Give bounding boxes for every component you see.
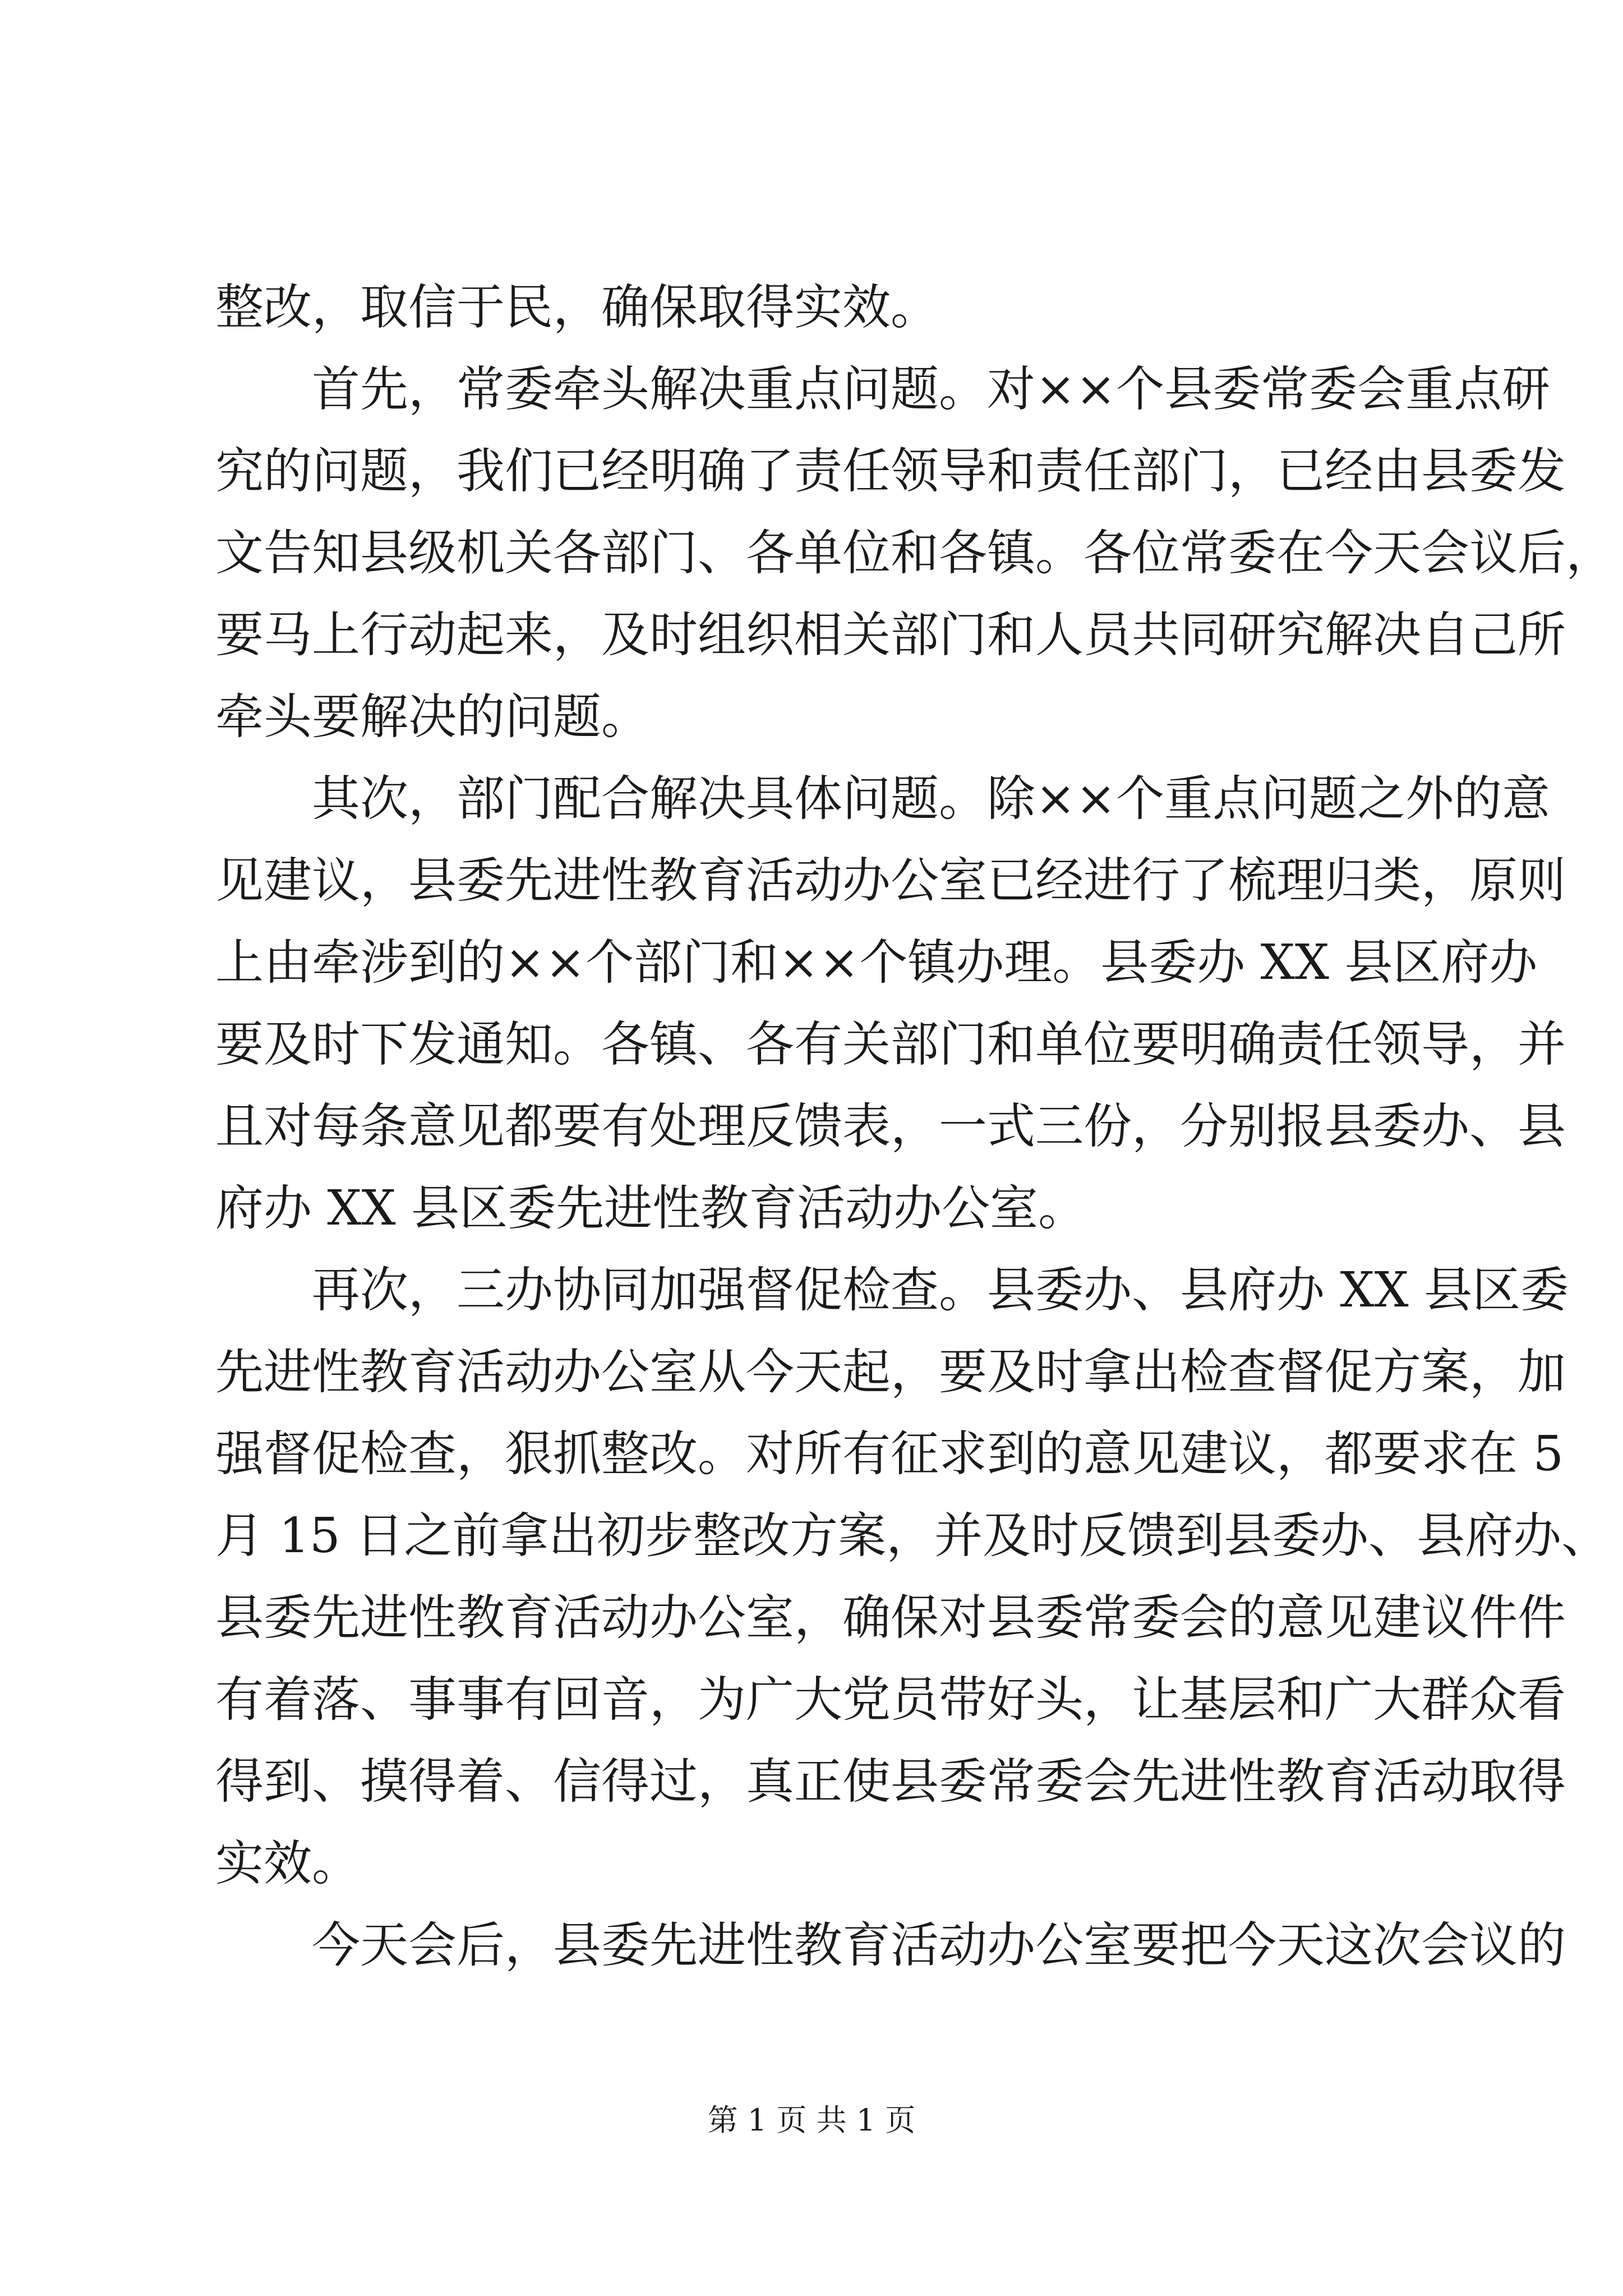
text-line: 强督促检查，狠抓整改。对所有征求到的意见建议，都要求在 5 (215, 1426, 1564, 1482)
text-line: 要及时下发通知。各镇、各有关部门和单位要明确责任领导，并 (215, 1016, 1566, 1073)
text-line: 究的问题，我们已经明确了责任领导和责任部门，已经由县委发 (215, 443, 1566, 499)
text-line: 见建议，县委先进性教育活动办公室已经进行了梳理归类，原则 (215, 853, 1566, 909)
page-footer (0, 2098, 1623, 2143)
body-text (215, 266, 1614, 1986)
text-line: 文告知县级机关各部门、各单位和各镇。各位常委在今天会议后， (215, 525, 1614, 581)
text-line: 且对每条意见都要有处理反馈表，一式三份，分别报县委办、县 (215, 1098, 1566, 1154)
text-line: 牵头要解决的问题。 (215, 689, 649, 745)
page-number-label: 第 1 页 共 1 页 (707, 2102, 916, 2138)
text-line: 府办 XX 县区委先进性教育活动办公室。 (215, 1180, 1087, 1236)
text-line: 有着落、事事有回音，为广大党员带好头，让基层和广大群众看 (215, 1672, 1566, 1728)
paragraph-first-line: 首先，常委牵头解决重点问题。对××个县委常委会重点研 (312, 361, 1551, 417)
text-line: 整改，取信于民，确保取得实效。 (215, 279, 939, 335)
text-line: 先进性教育活动办公室从今天起，要及时拿出检查督促方案，加 (215, 1344, 1566, 1400)
text-line: 月 15 日之前拿出初步整改方案，并及时反馈到县委办、县府办、 (215, 1508, 1610, 1564)
text-line: 县委先进性教育活动办公室，确保对县委常委会的意见建议件件 (215, 1590, 1566, 1646)
text-line: 得到、摸得着、信得过，真正使县委常委会先进性教育活动取得 (215, 1754, 1566, 1810)
paragraph-first-line: 今天会后，县委先进性教育活动办公室要把今天这次会议的 (312, 1917, 1566, 1973)
text-line: 上由牵涉到的××个部门和××个镇办理。县委办 XX 县区府办 (215, 935, 1538, 991)
text-line: 实效。 (215, 1835, 360, 1892)
paragraph-first-line: 其次，部门配合解决具体问题。除××个重点问题之外的意 (312, 771, 1551, 827)
paragraph-first-line: 再次，三办协同加强督促检查。县委办、县府办 XX 县区委 (312, 1262, 1569, 1318)
text-line: 要马上行动起来，及时组织相关部门和人员共同研究解决自己所 (215, 607, 1566, 663)
